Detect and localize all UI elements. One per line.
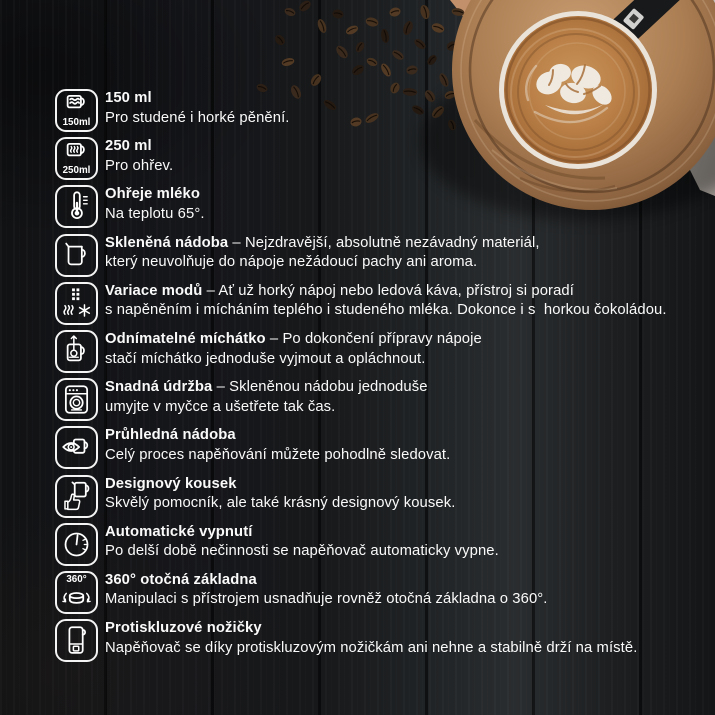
feature-title-inline-text: – Nejzdravější, absolutně nezávadný materiál, xyxy=(228,234,540,251)
feature-list xyxy=(55,89,667,662)
feature-item xyxy=(55,330,667,373)
feature-description: umyjte v myčce a ušetřete tak čas. xyxy=(105,398,336,415)
icon-label: 250ml xyxy=(62,164,91,176)
feature-title: Variace modů xyxy=(105,282,203,299)
feature-item xyxy=(55,282,667,325)
feature-description: s napěněním i mícháním teplého i studeného mléka. Dokonce i s horkou čokoládou. xyxy=(105,302,667,319)
feature-description: Skvělý pomocník, ale také krásný designový kousek. xyxy=(105,495,456,512)
feature-item xyxy=(55,185,667,228)
feature-title: Designový kousek xyxy=(105,475,237,492)
feature-description: stačí míchátko jednoduše vyjmout a opláchnout. xyxy=(105,350,426,367)
feature-description: Celý proces napěňování můžete pohodlně sledovat. xyxy=(105,446,451,463)
feature-item xyxy=(55,137,667,180)
feature-description: Pro ohřev. xyxy=(105,157,174,174)
thermometer-icon xyxy=(55,185,98,228)
feature-description: který neuvolňuje do nápoje nežádoucí pachy ani aroma. xyxy=(105,254,478,271)
feature-title: Skleněná nádoba xyxy=(105,234,229,251)
feature-title: Ohřeje mléko xyxy=(105,186,200,203)
feature-description: Po delší době nečinnosti se napěňovač automaticky vypne. xyxy=(105,543,499,560)
feature-title: Odnímatelné míchátko xyxy=(105,330,266,347)
rotating-base-icon xyxy=(55,571,98,614)
feature-title: Automatické vypnutí xyxy=(105,523,253,540)
feature-item xyxy=(55,89,667,132)
icon-label: 360° xyxy=(66,574,87,586)
feature-item xyxy=(55,475,667,518)
feature-title: Průhledná nádoba xyxy=(105,427,236,444)
thumb-up-jug-icon xyxy=(55,475,98,518)
feature-title: Protiskluzové nožičky xyxy=(105,620,262,637)
feature-title: 360° otočná základna xyxy=(105,571,257,588)
modes-icon xyxy=(55,282,98,325)
anti-slip-feet-icon xyxy=(55,619,98,662)
feature-description: Manipulaci s přístrojem usnadňuje rovněž otočná základna o 360°. xyxy=(105,591,548,608)
feature-description: Napěňovač se díky protiskluzovým nožičkám ani nehne a stabilně drží na místě. xyxy=(105,639,638,656)
dishwasher-icon xyxy=(55,378,98,421)
icon-label: 150ml xyxy=(62,116,91,128)
feature-title-inline-text: – Skleněnou nádobu jednoduše xyxy=(212,379,428,396)
pitcher-heat-icon xyxy=(55,137,98,180)
feature-item xyxy=(55,234,667,277)
feature-description: Pro studené i horké pěnění. xyxy=(105,109,290,126)
feature-item xyxy=(55,571,667,614)
feature-item xyxy=(55,619,667,662)
glass-jug-icon xyxy=(55,234,98,277)
feature-title: 150 ml xyxy=(105,90,152,106)
feature-item xyxy=(55,378,667,421)
feature-title: 250 ml xyxy=(105,138,152,155)
pitcher-foam-icon xyxy=(55,89,98,132)
auto-off-dial-icon xyxy=(55,523,98,566)
feature-item xyxy=(55,523,667,566)
feature-title-inline-text: – Ať už horký nápoj nebo ledová káva, přístroj si poradí xyxy=(202,282,574,299)
eye-jug-icon xyxy=(55,426,98,469)
feature-item xyxy=(55,426,667,469)
feature-description: Na teplotu 65°. xyxy=(105,205,205,222)
feature-title-inline-text: – Po dokončení přípravy nápoje xyxy=(265,330,482,347)
removable-whisk-icon xyxy=(55,330,98,373)
feature-title: Snadná údržba xyxy=(105,379,213,396)
